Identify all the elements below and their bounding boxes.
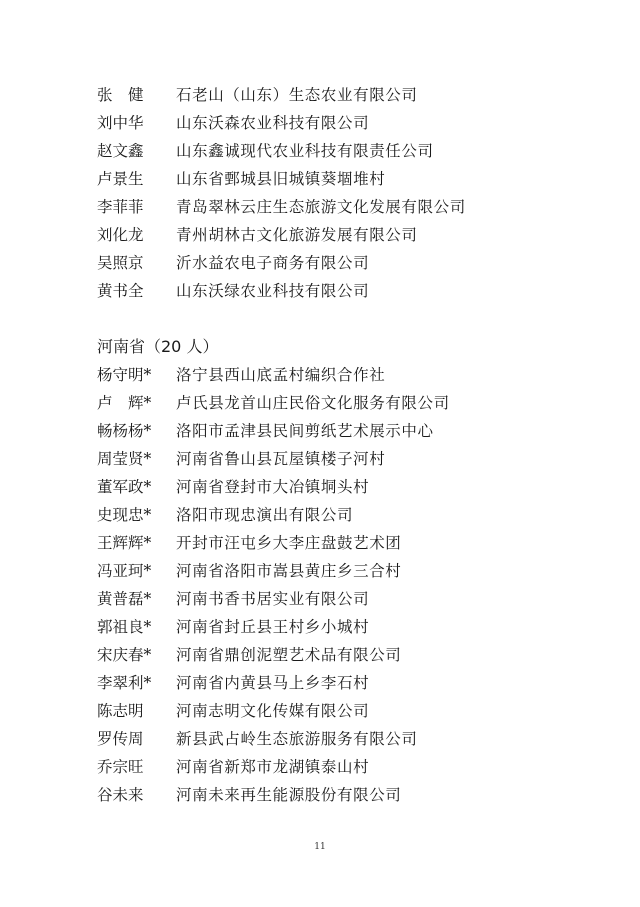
organization-name: 青州胡林古文化旅游发展有限公司 (176, 226, 418, 244)
list-item (97, 612, 577, 640)
organization-name: 洛阳市现忠演出有限公司 (176, 506, 354, 524)
page-number: 11 (314, 842, 326, 852)
organization-name: 河南省内黄县马上乡李石村 (176, 674, 370, 692)
person-name: 陈志明 (97, 702, 144, 720)
list-item (97, 556, 577, 584)
henan-list (97, 360, 577, 808)
list-item (97, 444, 577, 472)
list-item (97, 248, 577, 276)
list-item (97, 192, 577, 220)
shandong-list-continued (97, 80, 577, 304)
list-item (97, 640, 577, 668)
person-name: 吴照京 (97, 254, 144, 272)
person-name: 王辉辉* (97, 534, 152, 552)
list-item (97, 416, 577, 444)
person-name: 郭祖良* (97, 618, 152, 636)
person-name: 张 健 (97, 86, 144, 104)
organization-name: 山东沃绿农业科技有限公司 (176, 282, 370, 300)
list-item (97, 164, 577, 192)
person-name: 周莹贤* (97, 450, 152, 468)
organization-name: 河南省洛阳市嵩县黄庄乡三合村 (176, 562, 402, 580)
list-item (97, 276, 577, 304)
organization-name: 洛阳市孟津县民间剪纸艺术展示中心 (176, 422, 434, 440)
person-name: 杨守明* (97, 366, 152, 384)
organization-name: 河南省新郑市龙湖镇泰山村 (176, 758, 370, 776)
person-name: 刘中华 (97, 114, 144, 132)
list-item (97, 108, 577, 136)
organization-name: 开封市汪屯乡大李庄盘鼓艺术团 (176, 534, 402, 552)
list-item (97, 360, 577, 388)
organization-name: 新县武占岭生态旅游服务有限公司 (176, 730, 418, 748)
list-item (97, 528, 577, 556)
organization-name: 河南省鼎创泥塑艺术品有限公司 (176, 646, 402, 664)
organization-name: 河南未来再生能源股份有限公司 (176, 786, 402, 804)
person-name: 史现忠* (97, 506, 152, 524)
person-name: 畅杨杨* (97, 422, 152, 440)
organization-name: 河南省鲁山县瓦屋镇楼子河村 (176, 450, 386, 468)
list-item (97, 80, 577, 108)
person-name: 罗传周 (97, 730, 144, 748)
list-item (97, 388, 577, 416)
person-name: 李翠利* (97, 674, 152, 692)
organization-name: 山东省鄄城县旧城镇葵堌堆村 (176, 170, 386, 188)
organization-name: 青岛翠林云庄生态旅游文化发展有限公司 (176, 198, 466, 216)
section-heading-henan: 河南省（20 人） (97, 337, 219, 356)
organization-name: 洛宁县西山底孟村编织合作社 (176, 366, 386, 384)
person-name: 卢景生 (97, 170, 144, 188)
person-name: 乔宗旺 (97, 758, 144, 776)
organization-name: 石老山（山东）生态农业有限公司 (176, 86, 418, 104)
person-name: 宋庆春* (97, 646, 152, 664)
list-item (97, 500, 577, 528)
organization-name: 山东鑫诚现代农业科技有限责任公司 (176, 142, 434, 160)
person-name: 黄普磊* (97, 590, 152, 608)
organization-name: 河南省封丘县王村乡小城村 (176, 618, 370, 636)
person-name: 刘化龙 (97, 226, 144, 244)
organization-name: 沂水益农电子商务有限公司 (176, 254, 370, 272)
list-item (97, 136, 577, 164)
person-name: 赵文鑫 (97, 142, 144, 160)
organization-name: 河南志明文化传媒有限公司 (176, 702, 370, 720)
list-item (97, 668, 577, 696)
list-item (97, 780, 577, 808)
person-name: 谷未来 (97, 786, 144, 804)
person-name: 冯亚珂* (97, 562, 152, 580)
person-name: 卢 辉* (97, 394, 152, 412)
organization-name: 卢氏县龙首山庄民俗文化服务有限公司 (176, 394, 450, 412)
person-name: 李菲菲 (97, 198, 144, 216)
organization-name: 河南省登封市大冶镇垌头村 (176, 478, 370, 496)
person-name: 董军政* (97, 478, 152, 496)
person-name: 黄书全 (97, 282, 144, 300)
list-item (97, 724, 577, 752)
list-item (97, 584, 577, 612)
list-item (97, 472, 577, 500)
organization-name: 河南书香书居实业有限公司 (176, 590, 370, 608)
organization-name: 山东沃森农业科技有限公司 (176, 114, 370, 132)
list-item (97, 220, 577, 248)
list-item (97, 696, 577, 724)
list-item (97, 752, 577, 780)
